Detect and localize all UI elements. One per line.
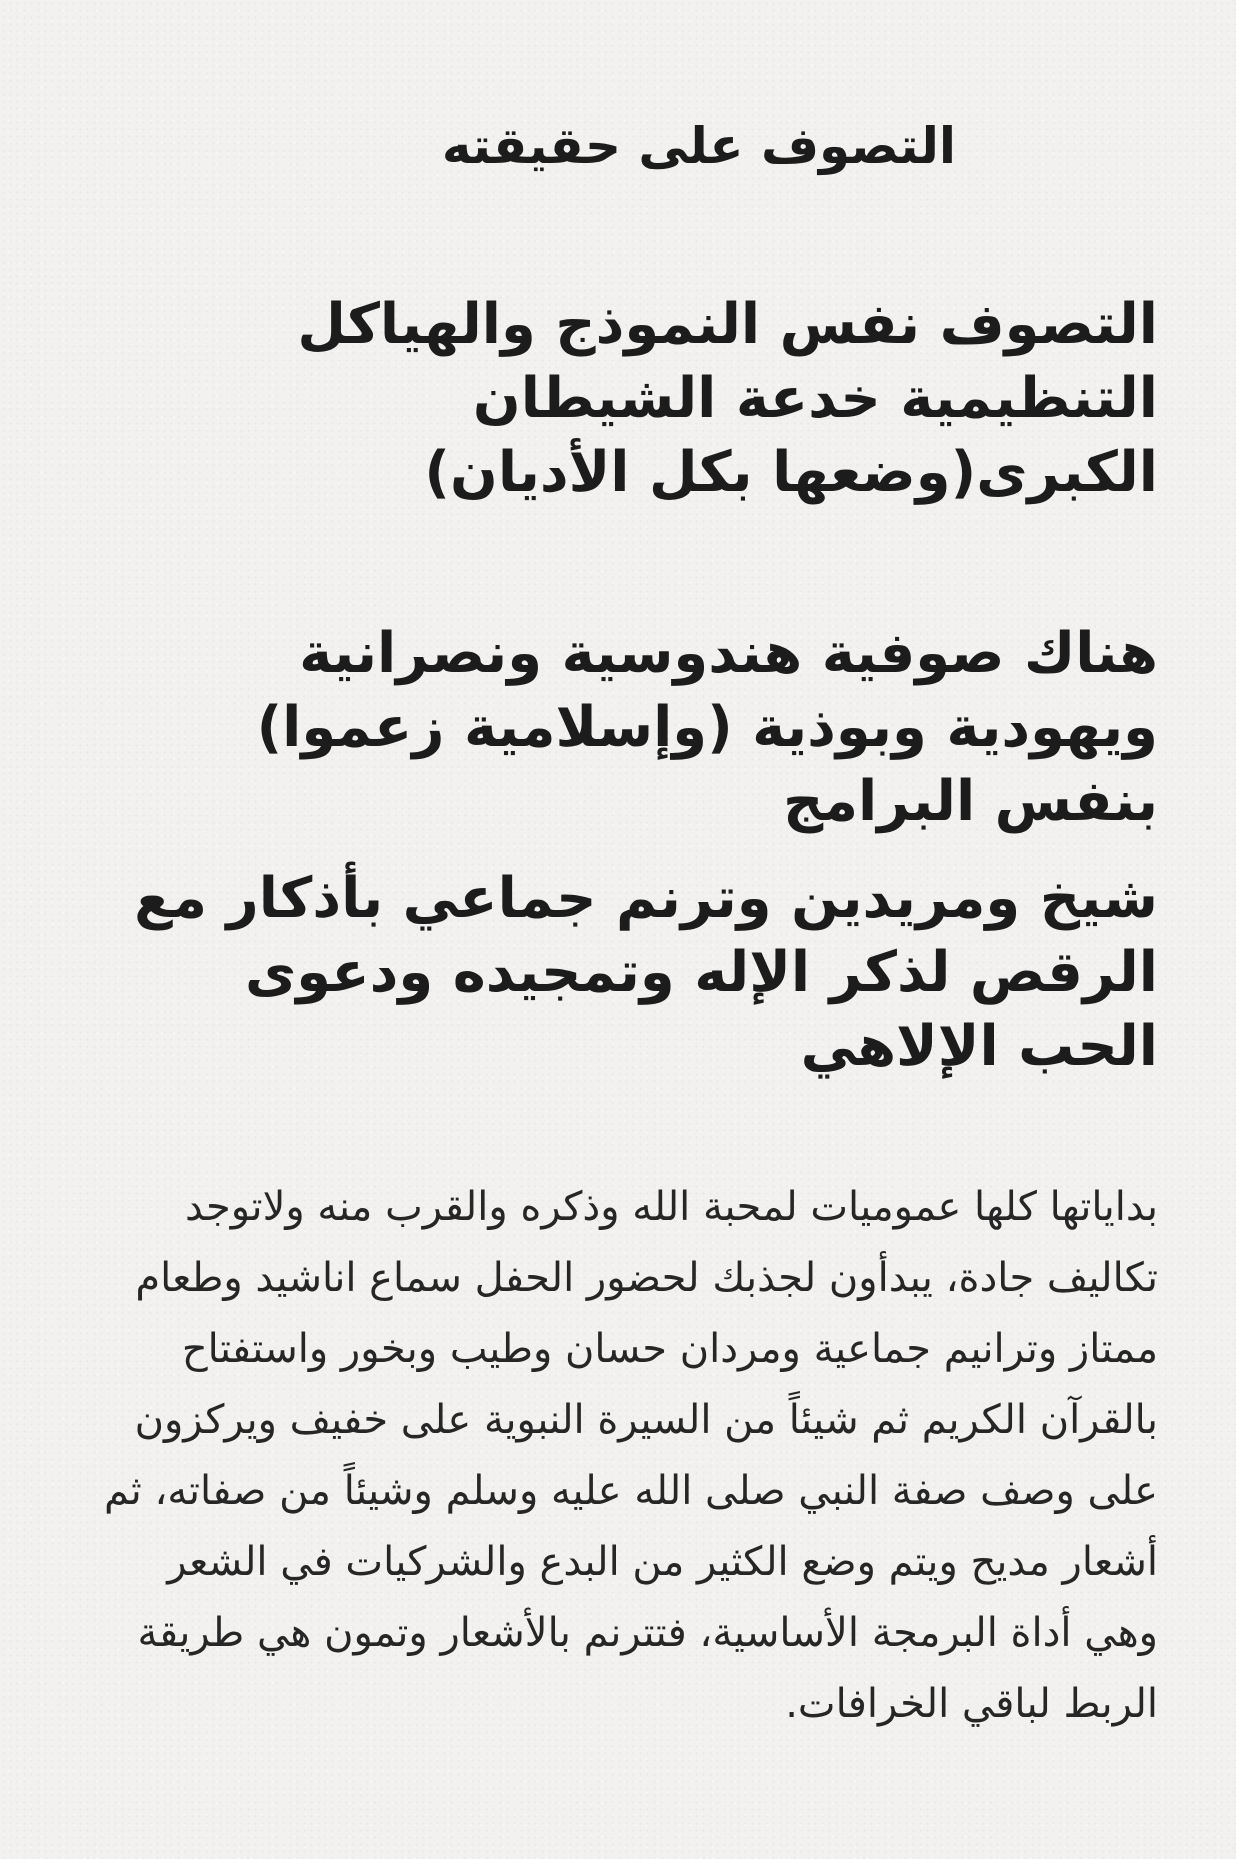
body-paragraph: بداياتها كلها عموميات لمحبة الله وذكره والقرب منه ولاتوجد تكاليف جادة، يبدأون لجذبك لحضور الحفل سماع اناشيد وطعام ممتاز وترانيم جماعية ومردان حسان وطيب وبخور واستفتاح بالقرآن الكريم ثم شيئاً من السيرة النبوية على خفيف ويركزون على وصف صفة النبي صلى الله عليه وسلم وشيئاً من صفاته، ثم أشعار مديح ويتم وضع الكثير من البدع والشركيات في الشعر وهي أداة البرمجة الأساسية، فتترنم بالأشعار وتمون هي طريقة الربط لباقي الخرافات.: [104, 1184, 1158, 1727]
heading-organizational-model: التصوف نفس النموذج والهياكل التنظيمية خدعة الشيطان الكبرى(وضعها بكل الأديان): [297, 292, 1158, 505]
heading-sheikh-and-disciples: شيخ ومريدين وترنم جماعي بأذكار مع الرقص لذكر الإله وتمجيده ودعوى الحب الإلاهي: [134, 866, 1158, 1079]
heading-sufism-across-religions: هناك صوفية هندوسية ونصرانية ويهودية وبوذية (وإسلامية زعموا) بنفس البرامج: [256, 621, 1158, 834]
document-title: التصوف على حقيقته: [441, 117, 956, 175]
